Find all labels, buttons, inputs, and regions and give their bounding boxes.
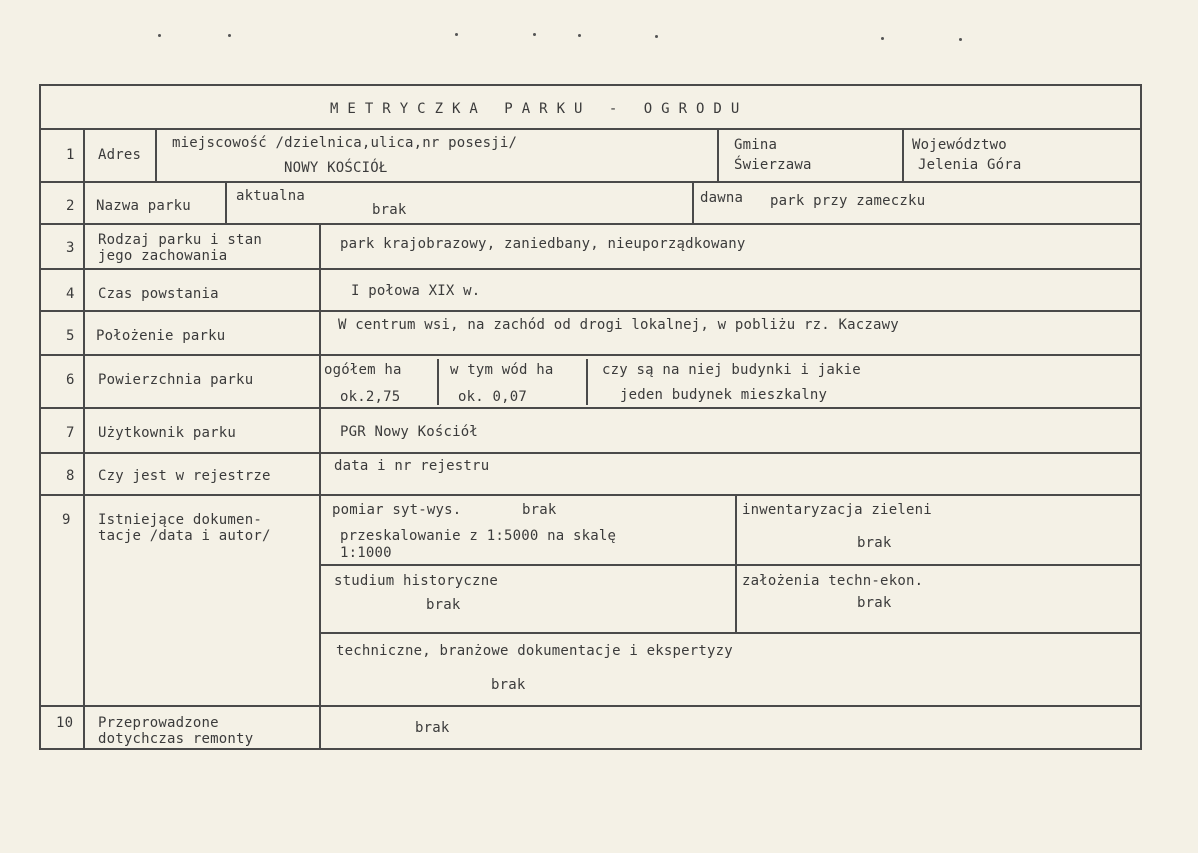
- survey-label: pomiar syt-wys.: [332, 502, 462, 518]
- technical-docs-value: brak: [491, 677, 526, 693]
- row-number: 10: [56, 715, 74, 731]
- user-value: PGR Nowy Kościół: [340, 424, 479, 440]
- water-area-value: ok. 0,07: [458, 389, 528, 405]
- location-label: Położenie parku: [96, 328, 226, 344]
- current-name-value: brak: [372, 202, 407, 218]
- location-value: W centrum wsi, na zachód od drogi lokalnej, w pobliżu rz. Kaczawy: [338, 317, 899, 333]
- repairs-value: brak: [415, 720, 450, 736]
- history-label: studium historyczne: [334, 573, 498, 589]
- total-area-label: ogółem ha: [324, 362, 402, 378]
- rescale-note: 1:1000: [340, 545, 392, 561]
- inventory-value: brak: [857, 535, 892, 551]
- technical-docs-label: techniczne, branżowe dokumentacje i ekspertyzy: [336, 643, 733, 659]
- locality-label: miejscowość /dzielnica,ulica,nr posesji/: [172, 135, 518, 151]
- history-value: brak: [426, 597, 461, 613]
- row-number: 6: [66, 372, 75, 388]
- locality-value: NOWY KOŚCIÓŁ: [284, 160, 388, 176]
- voivodeship-value: Jelenia Góra: [918, 157, 1022, 173]
- current-name-label: aktualna: [236, 188, 306, 204]
- techecon-label: założenia techn-ekon.: [742, 573, 924, 589]
- park-type-value: park krajobrazowy, zaniedbany, nieuporządkowany: [340, 236, 746, 252]
- row-number: 8: [66, 468, 75, 484]
- techecon-value: brak: [857, 595, 892, 611]
- buildings-label: czy są na niej budynki i jakie: [602, 362, 861, 378]
- inventory-label: inwentaryzacja zieleni: [742, 502, 932, 518]
- creation-time-label: Czas powstania: [98, 286, 219, 302]
- user-label: Użytkownik parku: [98, 425, 237, 441]
- gmina-label: Gmina: [734, 137, 778, 153]
- row-number: 2: [66, 198, 75, 214]
- park-type-label: Rodzaj parku i stan: [98, 232, 262, 248]
- former-name-label: dawna: [700, 190, 744, 206]
- documentation-label: tacje /data i autor/: [98, 528, 271, 544]
- row-number: 1: [66, 147, 75, 163]
- row-number: 4: [66, 286, 75, 302]
- area-label: Powierzchnia parku: [98, 372, 254, 388]
- form-title: METRYCZKA PARKU - OGRODU: [330, 101, 749, 117]
- gmina-value: Świerzawa: [734, 157, 812, 173]
- total-area-value: ok.2,75: [340, 389, 401, 405]
- park-name-label: Nazwa parku: [96, 198, 191, 214]
- rescale-note: przeskalowanie z 1:5000 na skalę: [340, 528, 617, 544]
- former-name-value: park przy zameczku: [770, 193, 926, 209]
- water-area-label: w tym wód ha: [450, 362, 554, 378]
- row-number: 3: [66, 240, 75, 256]
- row-number: 9: [62, 512, 71, 528]
- park-type-label: jego zachowania: [98, 248, 228, 264]
- row-number: 5: [66, 328, 75, 344]
- documentation-label: Istniejące dokumen-: [98, 512, 262, 528]
- repairs-label: Przeprowadzone: [98, 715, 219, 731]
- buildings-value: jeden budynek mieszkalny: [620, 387, 828, 403]
- repairs-label: dotychczas remonty: [98, 731, 254, 747]
- voivodeship-label: Województwo: [912, 137, 1007, 153]
- creation-time-value: I połowa XIX w.: [351, 283, 481, 299]
- row-number: 7: [66, 425, 75, 441]
- address-label: Adres: [98, 147, 142, 163]
- survey-value: brak: [522, 502, 557, 518]
- register-value: data i nr rejestru: [334, 458, 490, 474]
- register-label: Czy jest w rejestrze: [98, 468, 271, 484]
